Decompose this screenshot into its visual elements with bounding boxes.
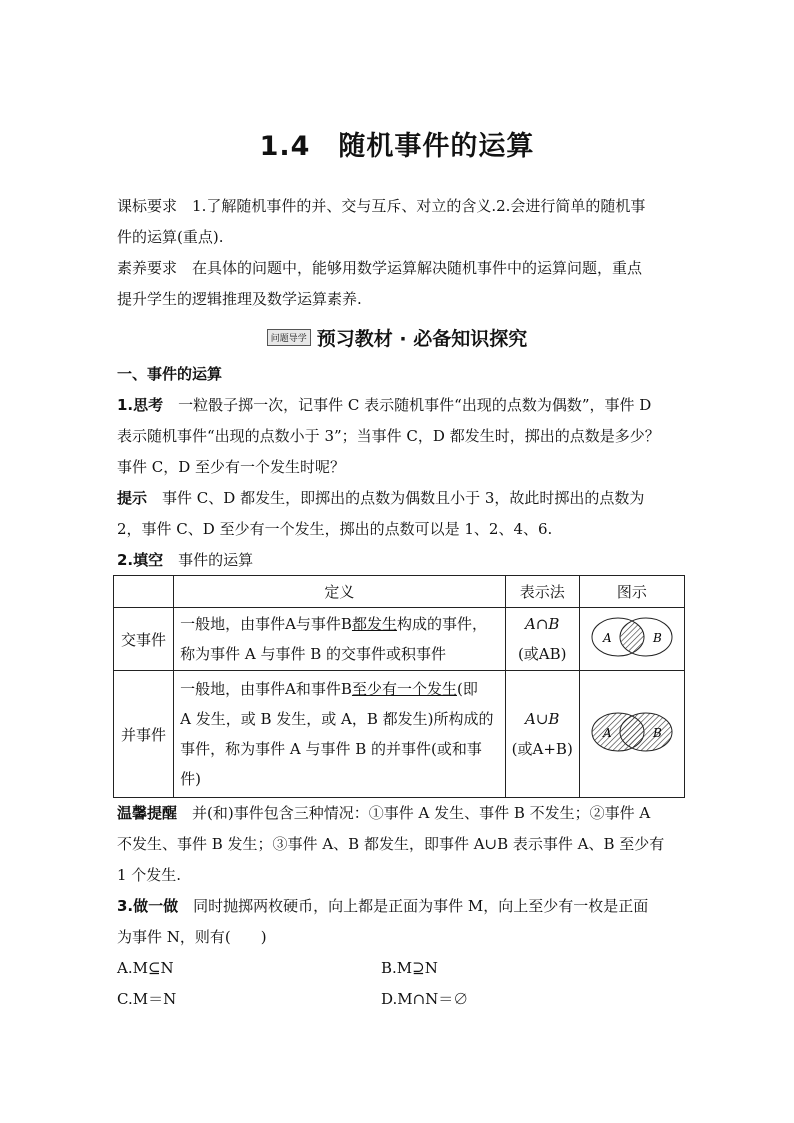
label-b: B xyxy=(652,631,662,645)
literacy-text-2: 提升学生的逻辑推理及数学运算素养. xyxy=(117,290,362,308)
diagram-intersection xyxy=(579,608,684,671)
def-text: 件) xyxy=(180,770,201,788)
page-title: 1.4 随机事件的运算 xyxy=(259,131,535,162)
tip-line-1 xyxy=(117,803,650,823)
option-d: D.M∩N＝∅ xyxy=(381,990,469,1008)
row-name-union: 并事件 xyxy=(114,671,174,798)
literacy-text-1: 在具体的问题中，能够用数学运算解决随机事件中的运算问题，重点 xyxy=(192,259,643,277)
notation-union xyxy=(505,671,579,798)
exercise-text-1: 同时抛掷两枚硬币，向上都是正面为事件 M，向上至少有一枚是正面 xyxy=(193,897,649,915)
option-b: B.M⊇N xyxy=(381,959,438,977)
tip-label: 温馨提醒 xyxy=(117,804,178,822)
exercise-line-1 xyxy=(117,896,648,916)
option-a: A.M⊆N xyxy=(117,959,174,977)
def-text: 一般地，由事件A与事件B xyxy=(180,615,352,633)
set-b-ellipse xyxy=(620,713,672,751)
header-definition: 定义 xyxy=(174,576,506,608)
fill-label: 2.填空 xyxy=(117,551,164,569)
def-text: 构成的事件， xyxy=(396,615,487,633)
section-badge: 问题导学 xyxy=(267,329,311,346)
notation-symbol: A∩B xyxy=(525,615,560,633)
label-b: B xyxy=(652,726,662,740)
section-title: 预习教材 · 必备知识探究 xyxy=(316,328,528,350)
think-text-2: 表示随机事件“出现的点数小于 3”；当事件 C，D 都发生时，掷出的点数是多少？ xyxy=(117,427,660,445)
label-a: A xyxy=(602,726,612,740)
notation-alt: (或A+B) xyxy=(511,740,573,758)
think-text-3: 事件 C，D 至少有一个发生时呢？ xyxy=(117,458,346,476)
def-text: 事件，称为事件 A 与事件 B 的并事件(或和事 xyxy=(180,740,482,758)
think-line-1 xyxy=(117,395,651,415)
header-notation: 表示法 xyxy=(505,576,579,608)
def-text: 一般地，由事件A和事件B xyxy=(180,680,352,698)
header-empty-cell xyxy=(114,576,174,608)
fill-text: 事件的运算 xyxy=(178,551,254,569)
table-header-row xyxy=(114,576,685,608)
diagram-union xyxy=(579,671,684,798)
table-row-intersection xyxy=(114,608,685,671)
notation-symbol: A∪B xyxy=(525,710,560,728)
hint-line-1 xyxy=(117,488,644,508)
definition-union xyxy=(174,671,506,798)
label-a: A xyxy=(602,631,612,645)
hint-text-2: 2，事件 C、D 至少有一个发生，掷出的点数可以是 1、2、4、6. xyxy=(117,520,553,538)
venn-intersection-diagram xyxy=(587,613,677,661)
tip-text-1: 并(和)事件包含三种情况：①事件 A 发生、事件 B 不发生；②事件 A xyxy=(192,804,651,822)
curriculum-text-1: 1.了解随机事件的并、交与互斥、对立的含义.2.会进行简单的随机事 xyxy=(192,197,646,215)
notation-intersection xyxy=(505,608,579,671)
literacy-label: 素养要求 xyxy=(117,259,178,277)
option-c: C.M＝N xyxy=(117,990,177,1008)
curriculum-text-2: 件的运算(重点). xyxy=(117,228,224,246)
exercise-text-2: 为事件 N，则有( ) xyxy=(117,928,267,946)
section-header xyxy=(0,324,794,351)
hint-label: 提示 xyxy=(117,489,148,507)
table-row-union xyxy=(114,671,685,798)
def-underlined: 都发生 xyxy=(351,615,397,633)
curriculum-line-1 xyxy=(117,196,645,216)
part1-heading: 一、事件的运算 xyxy=(117,365,223,383)
def-text: (即 xyxy=(456,680,478,698)
literacy-line-1 xyxy=(117,258,642,278)
curriculum-label: 课标要求 xyxy=(117,197,178,215)
definition-intersection xyxy=(174,608,506,671)
tip-text-3: 1 个发生. xyxy=(117,866,182,884)
header-diagram: 图示 xyxy=(579,576,684,608)
venn-union-diagram xyxy=(587,708,677,756)
think-text-1: 一粒骰子掷一次，记事件 C 表示随机事件“出现的点数为偶数”，事件 D xyxy=(178,396,652,414)
think-label: 1.思考 xyxy=(117,396,164,414)
notation-alt: (或AB) xyxy=(517,645,567,663)
row-name-intersection: 交事件 xyxy=(114,608,174,671)
def-text: A 发生，或 B 发生，或 A，B 都发生)所构成的 xyxy=(180,710,494,728)
event-operations-table xyxy=(113,575,685,798)
fill-line xyxy=(117,550,253,570)
exercise-label: 3.做一做 xyxy=(117,897,179,915)
def-underlined: 至少有一个发生 xyxy=(351,680,457,698)
hint-text-1: 事件 C、D 都发生，即掷出的点数为偶数且小于 3，故此时掷出的点数为 xyxy=(162,489,645,507)
tip-text-2: 不发生、事件 B 发生；③事件 A、B 都发生，即事件 A∪B 表示事件 A、B 至少有 xyxy=(117,835,665,853)
def-text: 称为事件 A 与事件 B 的交事件或积事件 xyxy=(180,645,447,663)
